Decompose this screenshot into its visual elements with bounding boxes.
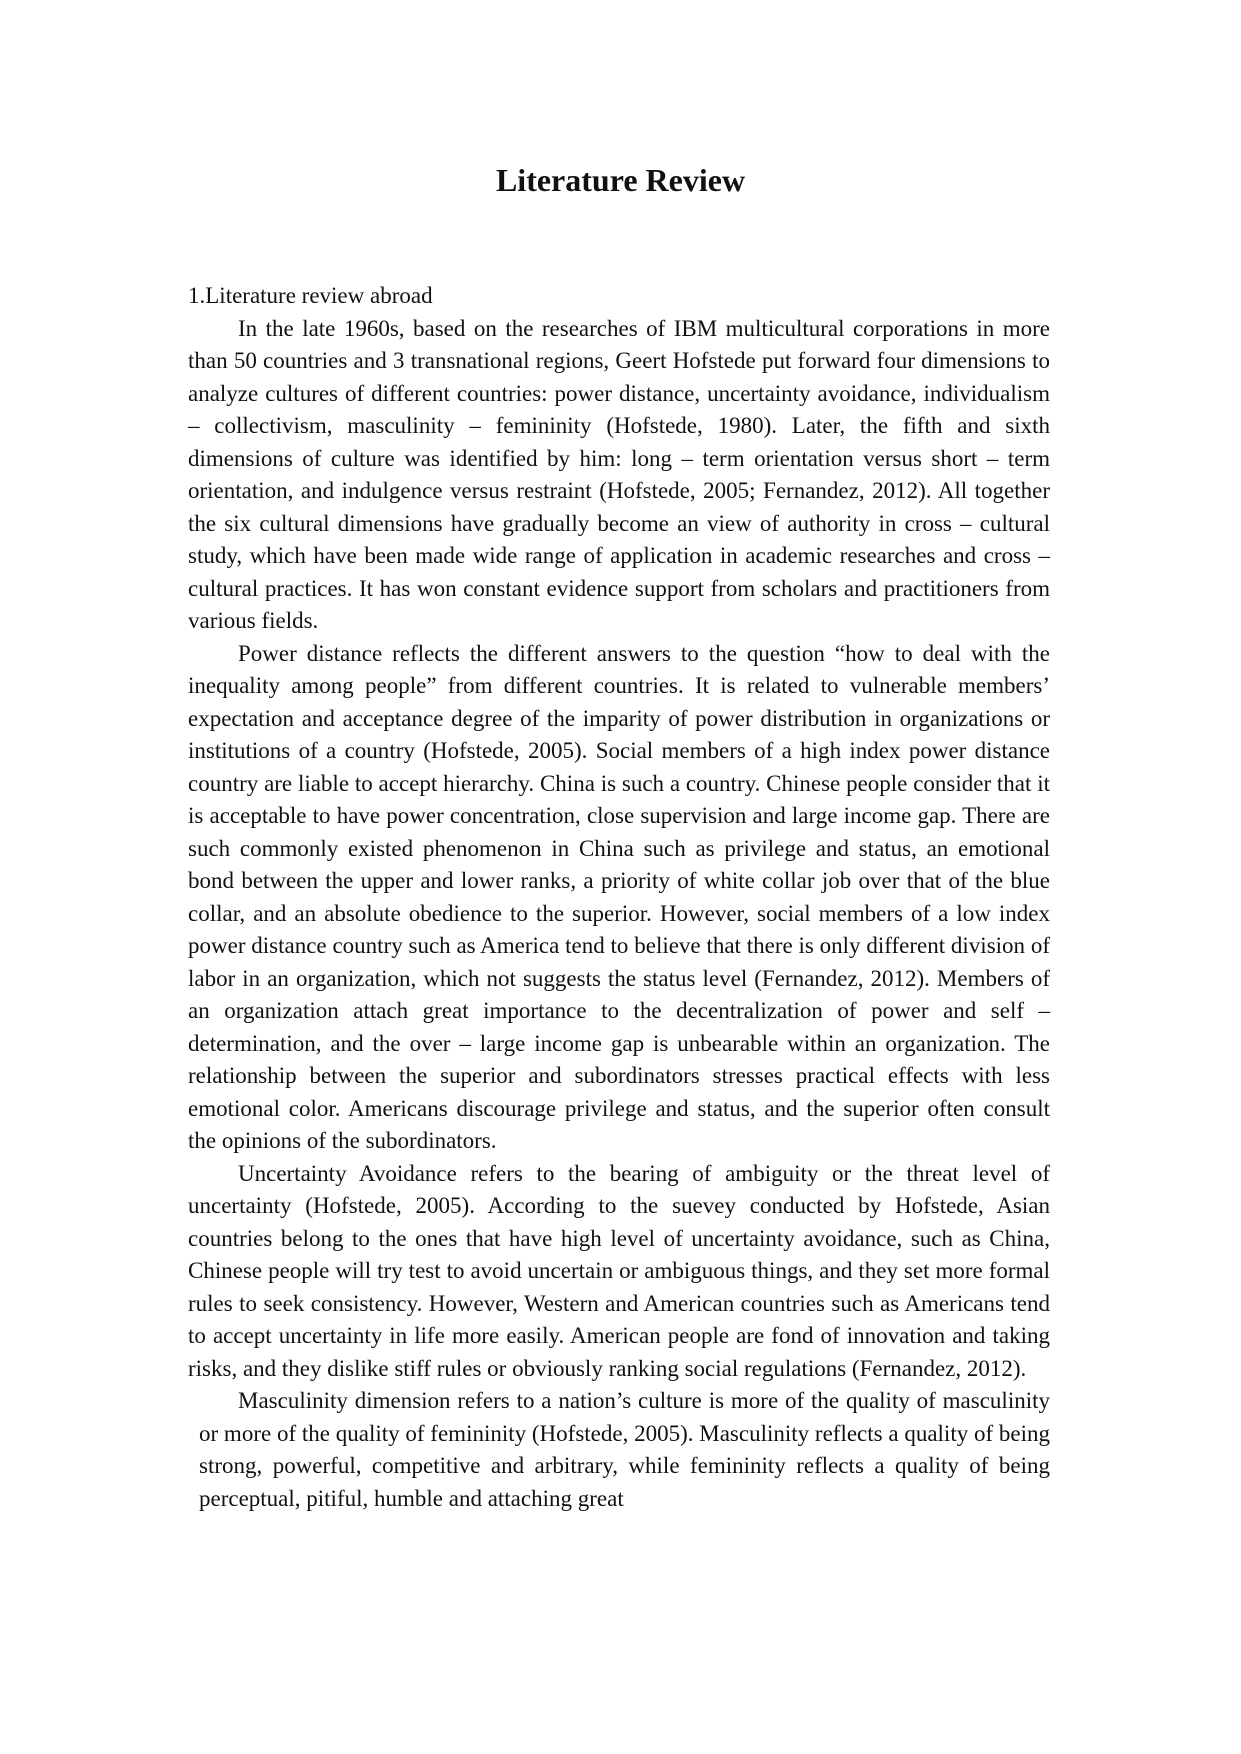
paragraph-hofstede-dimensions: In the late 1960s, based on the researches of IBM multicultural corporations in more than 50 countries and 3 transnational regions, Geert Hofstede put forward four dimensions to analyze cultures of different countries: power distance, uncertainty avoidance, individualism – collectivism, masculinity – femininity (Hofstede, 1980). Later, the fifth and sixth dimensions of culture was identified by him: long – term orientation versus short – term orientation, and indulgence versus restraint (Hofstede, 2005; Fernandez, 2012). All together the six cultural dimensions have gradually become an view of authority in cross – cultural study, which have been made wide range of application in academic researches and cross – cultural practices. It has won constant evidence support from scholars and practitioners from various fields. <box>188 315 1050 633</box>
paragraph-uncertainty-avoidance: Uncertainty Avoidance refers to the bearing of ambiguity or the threat level of uncertainty (Hofstede, 2005). According to the suevey conducted by Hofstede, Asian countries belong to the ones that have high level of uncertainty avoidance, such as China, Chinese people will try test to avoid uncertain or ambiguous things, and they set more formal rules to seek consistency. However, Western and American countries such as Americans tend to accept uncertainty in life more easily. American people are fond of innovation and taking risks, and they dislike stiff rules or obviously ranking social regulations (Fernandez, 2012). <box>188 1160 1050 1381</box>
page-title: Literature Review <box>495 162 746 198</box>
paragraph-power-distance: Power distance reflects the different answers to the question “how to deal with the inequality among people” from different countries. It is related to vulnerable members’ expectation and acceptance degree of the imparity of power distribution in organizations or institutions of a country (Hofstede, 2005). Social members of a high index power distance country are liable to accept hierarchy. China is such a country. Chinese people consider that it is acceptable to have power concentration, close supervision and large income gap. There are such commonly existed phenomenon in China such as privilege and status, an emotional bond between the upper and lower ranks, a priority of white collar job over that of the blue collar, and an absolute obedience to the superior. However, social members of a low index power distance country such as America tend to believe that there is only different division of labor in an organization, which not suggests the status level (Fernandez, 2012). Members of an organization attach great importance to the decentralization of power and self – determination, and the over – large income gap is unbearable within an organization. The relationship between the superior and subordinators stresses practical effects with less emotional color. Americans discourage privilege and status, and the superior often consult the opinions of the subordinators. <box>188 640 1050 1153</box>
paragraph-masculinity: Masculinity dimension refers to a nation’s culture is more of the quality of masculinity or more of the quality of femininity (Hofstede, 2005). Masculinity reflects a quality of being strong, powerful, competitive and arbitrary, while femininity reflects a quality of being perceptual, pitiful, humble and attaching great <box>199 1388 1050 1511</box>
document-body <box>188 280 1050 1515</box>
section-heading: 1.Literature review abroad <box>188 283 433 308</box>
